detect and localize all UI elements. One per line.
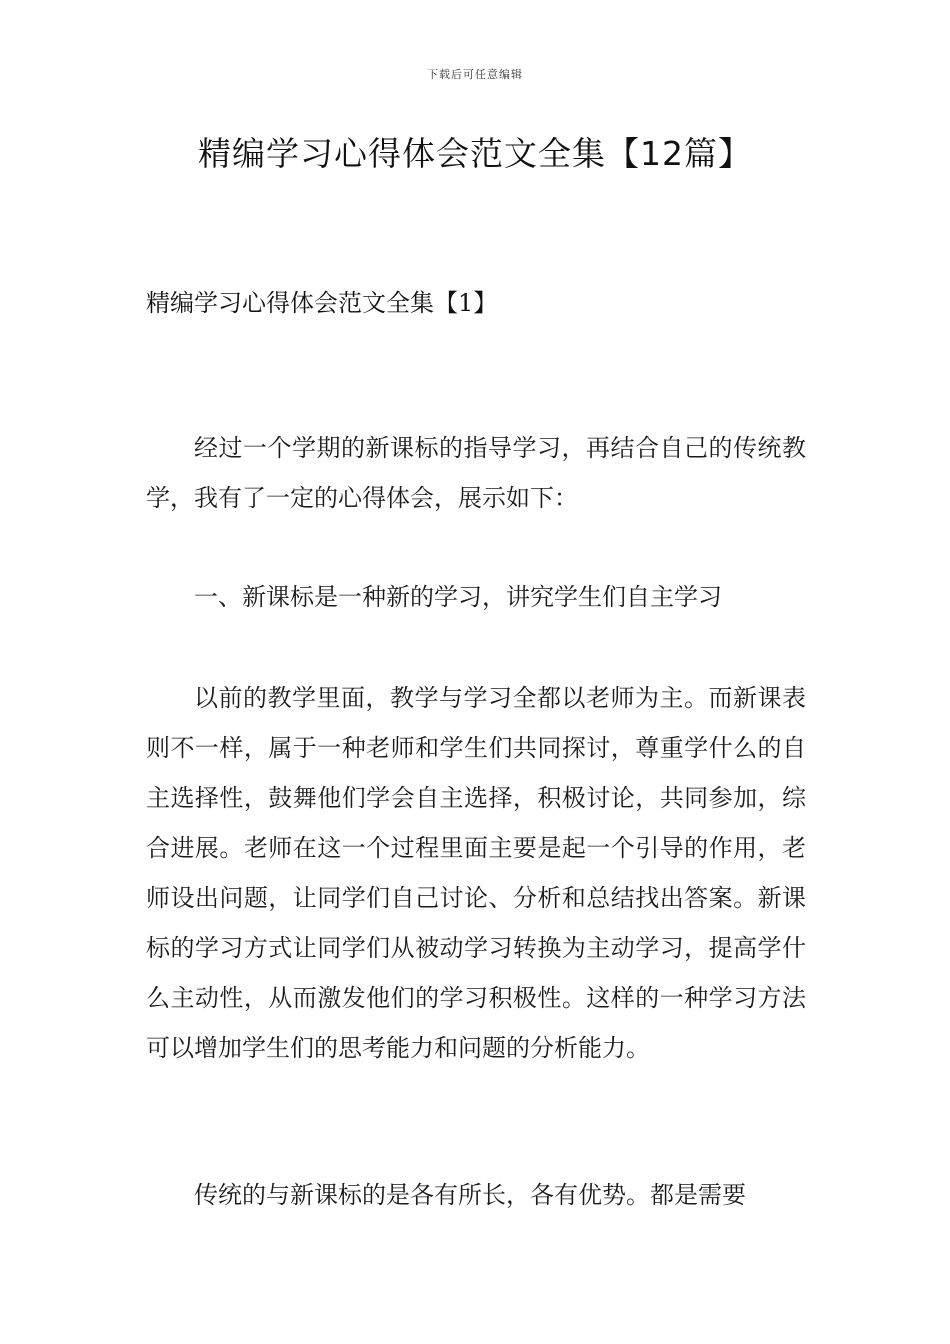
section-title: 精编学习心得体会范文全集【1】 [146,289,498,317]
header-note: 下载后可任意编辑 [427,68,523,81]
paragraph-continued: 传统的与新课标的是各有所长，各有优势。都是需要 [194,1181,746,1209]
paragraph-heading-one: 一、新课标是一种新的学习，讲究学生们自主学习 [194,583,722,611]
document-title: 精编学习心得体会范文全集【12篇】 [198,134,752,173]
paragraph-body: 以前的教学里面，教学与学习全都以老师为主。而新课表则不一样，属于一种老师和学生们共同探讨，尊重学什么的自主选择性，鼓舞他们学会自主选择，积极讨论，共同参加，综合进展。老师在这一个过程里面主要是起一个引导的作用，老师设出问题，让同学们自己讨论、分析和总结找出答案。新课标的学习方式让同学们从被动学习转换为主动学习，提高学什么主动性，从而激发他们的学习积极性。这样的一种学习方法可以增加学生们的思考能力和问题的分析能力。 [146,684,806,1062]
paragraph-intro: 经过一个学期的新课标的指导学习，再结合自己的传统教学，我有了一定的心得体会，展示如下： [146,434,806,512]
